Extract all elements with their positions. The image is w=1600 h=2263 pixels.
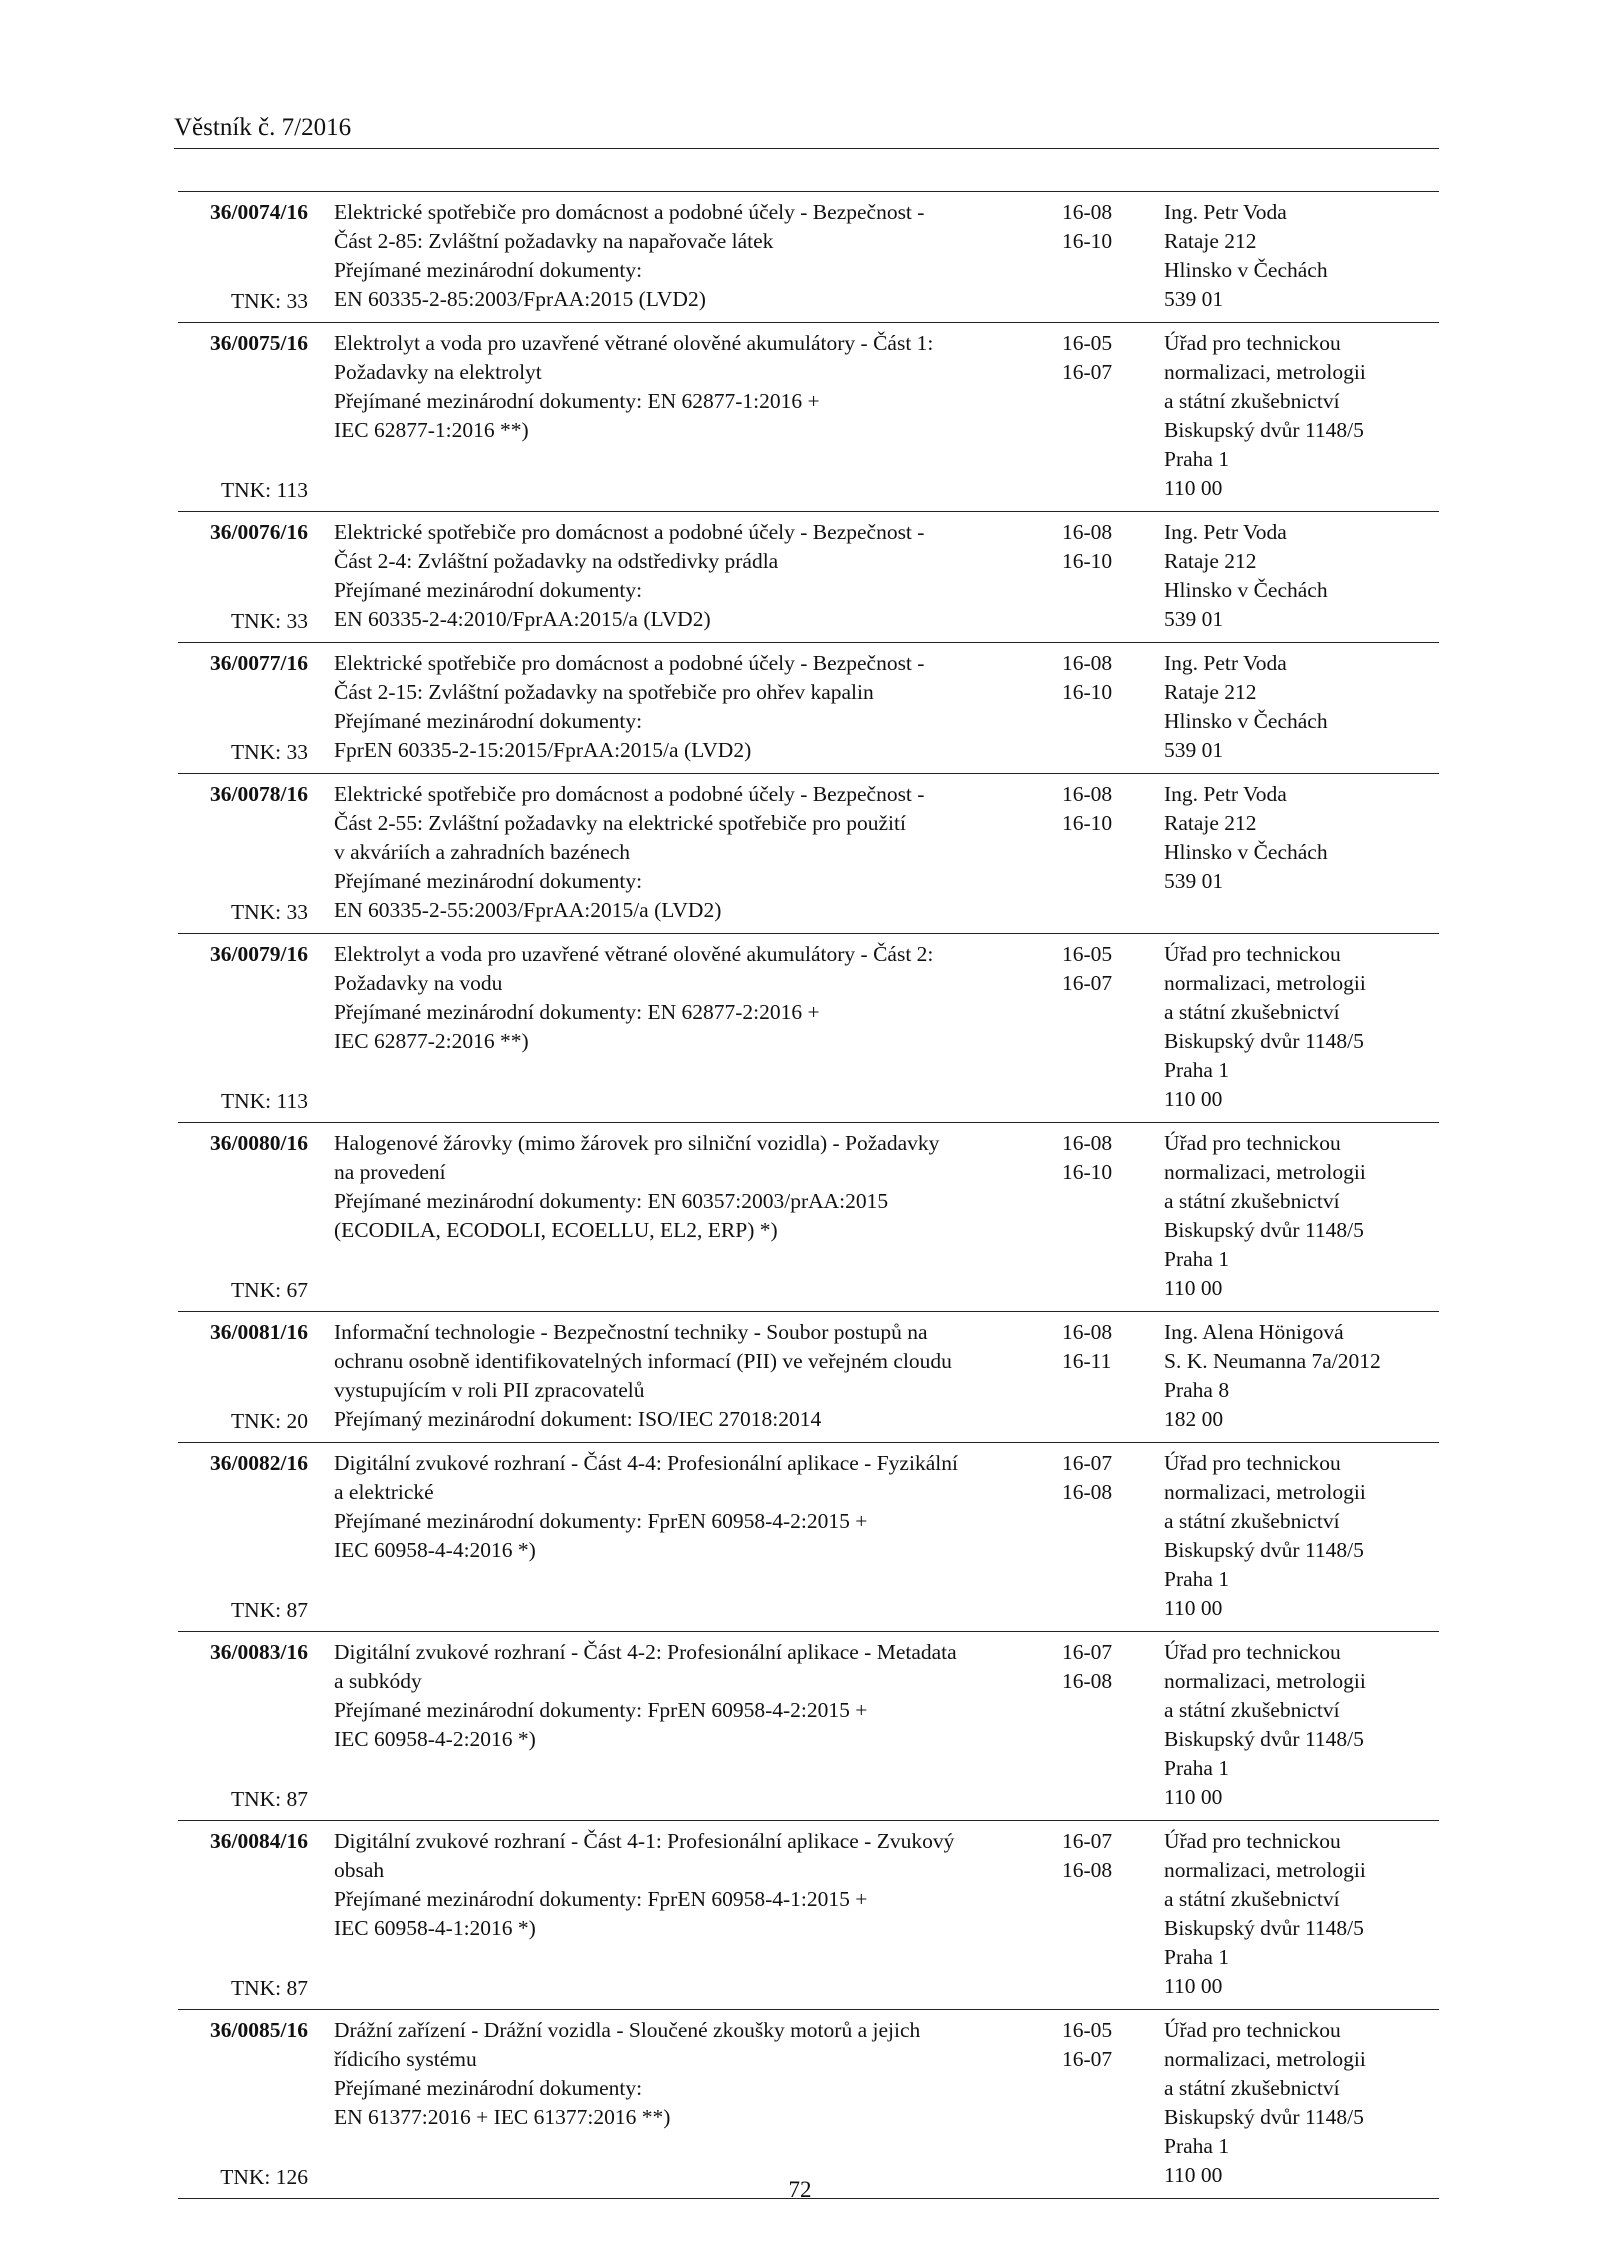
contact-line: Biskupský dvůr 1148/5 — [1164, 1538, 1364, 1562]
standard-number: 36/0079/16 — [210, 942, 308, 966]
row-id-cell — [178, 1129, 308, 1305]
description-line: EN 60335-2-4:2010/FprAA:2015/a (LVD2) — [334, 607, 711, 631]
dates-line: 16-08 — [1062, 1858, 1113, 1882]
contact-line: Praha 1 — [1164, 1756, 1230, 1780]
table-row — [178, 934, 1439, 1123]
contact-line: a státní zkušebnictví — [1164, 1000, 1340, 1024]
description-line: Digitální zvukové rozhraní - Část 4-2: Profesionální aplikace - Metadata — [334, 1640, 957, 1664]
row-id-cell — [178, 940, 308, 1116]
description-line: Elektrické spotřebiče pro domácnost a podobné účely - Bezpečnost - — [334, 200, 925, 224]
row-id-cell — [178, 649, 308, 767]
contact-line: Praha 8 — [1164, 1378, 1230, 1402]
contact-line: Biskupský dvůr 1148/5 — [1164, 1916, 1364, 1940]
description-line: Část 2-15: Zvláštní požadavky na spotřebiče pro ohřev kapalin — [334, 680, 874, 704]
standard-number: 36/0077/16 — [210, 651, 308, 675]
description-line: Digitální zvukové rozhraní - Část 4-4: Profesionální aplikace - Fyzikální — [334, 1451, 958, 1475]
contact-line: normalizaci, metrologii — [1164, 360, 1366, 384]
contact — [1164, 780, 1439, 896]
contact-line: 539 01 — [1164, 869, 1224, 893]
contact-line: Rataje 212 — [1164, 549, 1257, 573]
dates-line: 16-08 — [1062, 1320, 1113, 1344]
description-line: Elektrické spotřebiče pro domácnost a podobné účely - Bezpečnost - — [334, 782, 925, 806]
description-line: a subkódy — [334, 1669, 422, 1693]
description — [334, 780, 1054, 925]
standard-number: 36/0081/16 — [210, 1320, 308, 1344]
description — [334, 1449, 1054, 1565]
dates — [1062, 1129, 1152, 1187]
dates-line: 16-11 — [1062, 1349, 1112, 1373]
dates — [1062, 649, 1152, 707]
tnk-label: TNK: 20 — [230, 1409, 308, 1433]
tnk-label: TNK: 126 — [220, 2165, 308, 2189]
table-row — [178, 643, 1439, 774]
table-row — [178, 1312, 1439, 1443]
contact-line: Úřad pro technickou — [1164, 2018, 1341, 2042]
dates — [1062, 329, 1152, 387]
table-row — [178, 1443, 1439, 1632]
dates-line: 16-08 — [1062, 651, 1113, 675]
contact-line: 182 00 — [1164, 1407, 1224, 1431]
description-line: Část 2-85: Zvláštní požadavky na napařovače látek — [334, 229, 774, 253]
description — [334, 1318, 1054, 1434]
contact-line: Úřad pro technickou — [1164, 331, 1341, 355]
contact-line: Úřad pro technickou — [1164, 1451, 1341, 1475]
contact-line: a státní zkušebnictví — [1164, 389, 1340, 413]
contact-line: Biskupský dvůr 1148/5 — [1164, 1218, 1364, 1242]
description-line: Část 2-4: Zvláštní požadavky na odstředivky prádla — [334, 549, 779, 573]
description-line: IEC 60958-4-4:2016 *) — [334, 1538, 536, 1562]
dates-line: 16-10 — [1062, 811, 1113, 835]
description — [334, 198, 1054, 314]
contact-line: Praha 1 — [1164, 2134, 1230, 2158]
row-id-cell — [178, 1638, 308, 1814]
dates-line: 16-08 — [1062, 1669, 1113, 1693]
contact-line: Úřad pro technickou — [1164, 1640, 1341, 1664]
dates-line: 16-05 — [1062, 942, 1113, 966]
standard-number: 36/0076/16 — [210, 520, 308, 544]
contact-line: Biskupský dvůr 1148/5 — [1164, 1029, 1364, 1053]
description-line: IEC 60958-4-1:2016 *) — [334, 1916, 536, 1940]
contact-line: Rataje 212 — [1164, 811, 1257, 835]
description-line: Přejímané mezinárodní dokumenty: EN 60357:2003/prAA:2015 — [334, 1189, 889, 1213]
dates-line: 16-07 — [1062, 2047, 1113, 2071]
contact-line: Ing. Petr Voda — [1164, 651, 1287, 675]
tnk-label: TNK: 33 — [230, 900, 308, 924]
description-line: Elektrolyt a voda pro uzavřené větrané olověné akumulátory - Část 2: — [334, 942, 934, 966]
contact-line: S. K. Neumanna 7a/2012 — [1164, 1349, 1381, 1373]
dates — [1062, 198, 1152, 256]
description — [334, 329, 1054, 445]
contact — [1164, 940, 1439, 1114]
tnk-label: TNK: 33 — [230, 740, 308, 764]
dates — [1062, 1449, 1152, 1507]
contact — [1164, 1827, 1439, 2001]
contact-line: Praha 1 — [1164, 1058, 1230, 1082]
contact-line: a státní zkušebnictví — [1164, 1189, 1340, 1213]
row-id-cell — [178, 2016, 308, 2192]
contact — [1164, 518, 1439, 634]
dates-line: 16-07 — [1062, 971, 1113, 995]
contact-line: 110 00 — [1164, 1596, 1223, 1620]
contact-line: 110 00 — [1164, 2163, 1223, 2187]
description-line: EN 60335-2-55:2003/FprAA:2015/a (LVD2) — [334, 898, 722, 922]
row-id-cell — [178, 198, 308, 316]
description — [334, 940, 1054, 1056]
description-line: EN 60335-2-85:2003/FprAA:2015 (LVD2) — [334, 287, 706, 311]
contact-line: normalizaci, metrologii — [1164, 971, 1366, 995]
standards-table — [178, 191, 1439, 2199]
description-line: (ECODILA, ECODOLI, ECOELLU, EL2, ERP) *) — [334, 1218, 778, 1242]
tnk-label: TNK: 87 — [230, 1976, 308, 2000]
description-line: Požadavky na elektrolyt — [334, 360, 542, 384]
contact-line: Biskupský dvůr 1148/5 — [1164, 418, 1364, 442]
description — [334, 1827, 1054, 1943]
table-row — [178, 512, 1439, 643]
dates — [1062, 1318, 1152, 1376]
description-line: Přejímané mezinárodní dokumenty: FprEN 60958-4-2:2015 + — [334, 1509, 868, 1533]
contact-line: Ing. Petr Voda — [1164, 200, 1287, 224]
table-row — [178, 1123, 1439, 1312]
dates — [1062, 2016, 1152, 2074]
dates — [1062, 1638, 1152, 1696]
description-line: řídicího systému — [334, 2047, 477, 2071]
contact-line: Praha 1 — [1164, 1567, 1230, 1591]
standard-number: 36/0080/16 — [210, 1131, 308, 1155]
dates-line: 16-07 — [1062, 1640, 1113, 1664]
dates-line: 16-07 — [1062, 1829, 1113, 1853]
dates — [1062, 1827, 1152, 1885]
standard-number: 36/0084/16 — [210, 1829, 308, 1853]
contact-line: Praha 1 — [1164, 447, 1230, 471]
description — [334, 1129, 1054, 1245]
description-line: v akváriích a zahradních bazénech — [334, 840, 631, 864]
dates-line: 16-08 — [1062, 1131, 1113, 1155]
description-line: Přejímané mezinárodní dokumenty: — [334, 2076, 643, 2100]
contact-line: 539 01 — [1164, 738, 1224, 762]
contact-line: Ing. Petr Voda — [1164, 520, 1287, 544]
description — [334, 518, 1054, 634]
tnk-label: TNK: 113 — [221, 478, 308, 502]
tnk-label: TNK: 33 — [230, 609, 308, 633]
contact-line: a státní zkušebnictví — [1164, 1509, 1340, 1533]
contact-line: Rataje 212 — [1164, 680, 1257, 704]
standard-number: 36/0075/16 — [210, 331, 308, 355]
contact-line: Praha 1 — [1164, 1247, 1230, 1271]
description-line: ochranu osobně identifikovatelných informací (PII) ve veřejném cloudu — [334, 1349, 952, 1373]
dates-line: 16-08 — [1062, 1480, 1113, 1504]
description-line: Přejímané mezinárodní dokumenty: FprEN 60958-4-1:2015 + — [334, 1887, 868, 1911]
description-line: Elektrické spotřebiče pro domácnost a podobné účely - Bezpečnost - — [334, 520, 925, 544]
page-header — [174, 112, 1439, 149]
standard-number: 36/0078/16 — [210, 782, 308, 806]
row-id-cell — [178, 1827, 308, 2003]
contact-line: 539 01 — [1164, 607, 1224, 631]
description-line: Přejímané mezinárodní dokumenty: EN 62877-2:2016 + — [334, 1000, 820, 1024]
row-id-cell — [178, 329, 308, 505]
row-id-cell — [178, 518, 308, 636]
description-line: a elektrické — [334, 1480, 434, 1504]
contact-line: Úřad pro technickou — [1164, 942, 1341, 966]
description-line: Přejímané mezinárodní dokumenty: FprEN 60958-4-2:2015 + — [334, 1698, 868, 1722]
contact — [1164, 1638, 1439, 1812]
contact-line: a státní zkušebnictví — [1164, 1698, 1340, 1722]
description-line: FprEN 60335-2-15:2015/FprAA:2015/a (LVD2) — [334, 738, 752, 762]
contact-line: normalizaci, metrologii — [1164, 1480, 1366, 1504]
description-line: Přejímané mezinárodní dokumenty: — [334, 258, 643, 282]
contact-line: Úřad pro technickou — [1164, 1829, 1341, 1853]
description-line: Informační technologie - Bezpečnostní techniky - Soubor postupů na — [334, 1320, 928, 1344]
dates-line: 16-05 — [1062, 331, 1113, 355]
contact — [1164, 1129, 1439, 1303]
description — [334, 649, 1054, 765]
row-id-cell — [178, 1449, 308, 1625]
tnk-label: TNK: 67 — [230, 1278, 308, 1302]
contact-line: normalizaci, metrologii — [1164, 2047, 1366, 2071]
contact-line: 110 00 — [1164, 1276, 1223, 1300]
description-line: Digitální zvukové rozhraní - Část 4-1: Profesionální aplikace - Zvukový — [334, 1829, 955, 1853]
tnk-label: TNK: 113 — [221, 1089, 308, 1113]
contact-line: 110 00 — [1164, 1974, 1223, 1998]
dates-line: 16-10 — [1062, 549, 1113, 573]
contact-line: 110 00 — [1164, 1087, 1223, 1111]
description-line: EN 61377:2016 + IEC 61377:2016 **) — [334, 2105, 671, 2129]
contact — [1164, 198, 1439, 314]
contact-line: 110 00 — [1164, 476, 1223, 500]
contact-line: Hlinsko v Čechách — [1164, 840, 1328, 864]
description-line: IEC 62877-2:2016 **) — [334, 1029, 529, 1053]
contact — [1164, 649, 1439, 765]
standard-number: 36/0083/16 — [210, 1640, 308, 1664]
description-line: obsah — [334, 1858, 385, 1882]
contact-line: Biskupský dvůr 1148/5 — [1164, 2105, 1364, 2129]
contact-line: Ing. Petr Voda — [1164, 782, 1287, 806]
dates-line: 16-10 — [1062, 1160, 1113, 1184]
description-line: Požadavky na vodu — [334, 971, 503, 995]
description-line: Přejímaný mezinárodní dokument: ISO/IEC 27018:2014 — [334, 1407, 822, 1431]
bulletin-title: Věstník č. 7/2016 — [174, 114, 352, 141]
contact-line: normalizaci, metrologii — [1164, 1669, 1366, 1693]
description-line: Elektrické spotřebiče pro domácnost a podobné účely - Bezpečnost - — [334, 651, 925, 675]
table-row — [178, 192, 1439, 323]
description-line: na provedení — [334, 1160, 446, 1184]
row-id-cell — [178, 780, 308, 927]
tnk-label: TNK: 87 — [230, 1598, 308, 1622]
description — [334, 1638, 1054, 1754]
dates — [1062, 940, 1152, 998]
contact-line: normalizaci, metrologii — [1164, 1858, 1366, 1882]
contact-line: Hlinsko v Čechách — [1164, 578, 1328, 602]
description-line: Přejímané mezinárodní dokumenty: — [334, 578, 643, 602]
contact-line: Praha 1 — [1164, 1945, 1230, 1969]
description-line: Elektrolyt a voda pro uzavřené větrané olověné akumulátory - Část 1: — [334, 331, 934, 355]
row-id-cell — [178, 1318, 308, 1436]
contact — [1164, 329, 1439, 503]
contact-line: Biskupský dvůr 1148/5 — [1164, 1727, 1364, 1751]
standard-number: 36/0074/16 — [210, 200, 308, 224]
table-row — [178, 1632, 1439, 1821]
description-line: Přejímané mezinárodní dokumenty: EN 62877-1:2016 + — [334, 389, 820, 413]
standard-number: 36/0082/16 — [210, 1451, 308, 1475]
dates-line: 16-08 — [1062, 200, 1113, 224]
contact-line: a státní zkušebnictví — [1164, 2076, 1340, 2100]
dates-line: 16-07 — [1062, 1451, 1113, 1475]
contact-line: Úřad pro technickou — [1164, 1131, 1341, 1155]
description-line: Halogenové žárovky (mimo žárovek pro silniční vozidla) - Požadavky — [334, 1131, 940, 1155]
contact — [1164, 2016, 1439, 2190]
dates-line: 16-07 — [1062, 360, 1113, 384]
contact-line: Ing. Alena Hönigová — [1164, 1320, 1344, 1344]
contact-line: 539 01 — [1164, 287, 1224, 311]
table-row — [178, 1821, 1439, 2010]
dates-line: 16-08 — [1062, 782, 1113, 806]
description-line: Část 2-55: Zvláštní požadavky na elektrické spotřebiče pro použití — [334, 811, 906, 835]
description-line: vystupujícím v roli PII zpracovatelů — [334, 1378, 645, 1402]
dates-line: 16-08 — [1062, 520, 1113, 544]
description-line: IEC 62877-1:2016 **) — [334, 418, 529, 442]
contact — [1164, 1449, 1439, 1623]
description-line: Přejímané mezinárodní dokumenty: — [334, 709, 643, 733]
dates-line: 16-10 — [1062, 680, 1113, 704]
dates-line: 16-05 — [1062, 2018, 1113, 2042]
dates-line: 16-10 — [1062, 229, 1113, 253]
standard-number: 36/0085/16 — [210, 2018, 308, 2042]
tnk-label: TNK: 87 — [230, 1787, 308, 1811]
description-line: Přejímané mezinárodní dokumenty: — [334, 869, 643, 893]
contact-line: Hlinsko v Čechách — [1164, 709, 1328, 733]
description-line: Drážní zařízení - Drážní vozidla - Sloučené zkoušky motorů a jejich — [334, 2018, 921, 2042]
contact-line: normalizaci, metrologii — [1164, 1160, 1366, 1184]
page-number: 72 — [788, 2177, 812, 2202]
table-row — [178, 774, 1439, 934]
dates — [1062, 780, 1152, 838]
contact — [1164, 1318, 1439, 1434]
contact-line: 110 00 — [1164, 1785, 1223, 1809]
contact-line: Rataje 212 — [1164, 229, 1257, 253]
tnk-label: TNK: 33 — [230, 289, 308, 313]
table-row — [178, 2010, 1439, 2199]
description — [334, 2016, 1054, 2132]
contact-line: Hlinsko v Čechách — [1164, 258, 1328, 282]
description-line: IEC 60958-4-2:2016 *) — [334, 1727, 536, 1751]
contact-line: a státní zkušebnictví — [1164, 1887, 1340, 1911]
table-row — [178, 323, 1439, 512]
dates — [1062, 518, 1152, 576]
